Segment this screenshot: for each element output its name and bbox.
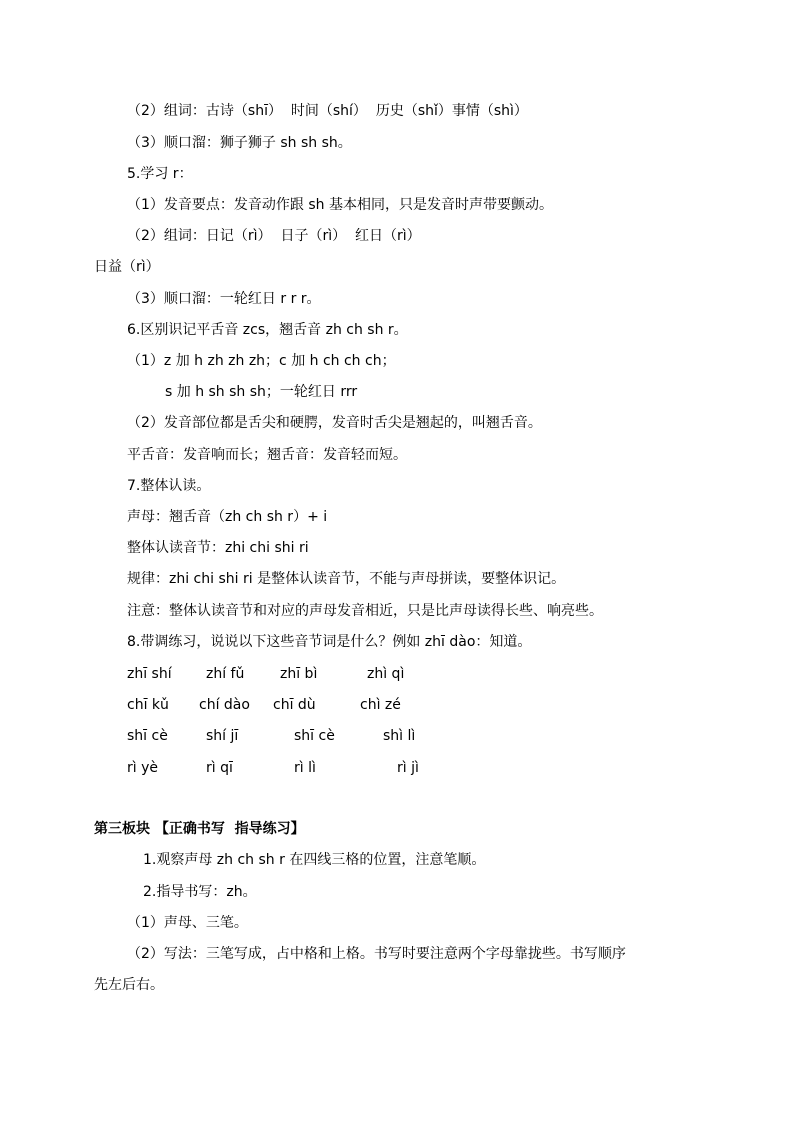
- attention-note: 注意：整体认读音节和对应的声母发音相近，只是比声母读得长些、响亮些。: [127, 603, 603, 619]
- writing-method-continued: 先左后右。: [94, 977, 164, 993]
- pinyin-item: chí dào: [199, 697, 250, 713]
- pinyin-item: rì yè: [127, 760, 158, 776]
- pinyin-item: chì zé: [360, 697, 401, 713]
- flat-vs-retroflex: 平舌音：发音响而长；翘舌音：发音轻而短。: [127, 447, 407, 463]
- pinyin-item: shī cè: [294, 728, 335, 744]
- section-learn-r: 5.学习 r：: [127, 166, 193, 182]
- pinyin-item: zhī bì: [280, 666, 318, 682]
- observe-initials: 1.观察声母 zh ch sh r 在四线三格的位置，注意笔顺。: [143, 852, 486, 868]
- combine-rule-2: s 加 h sh sh sh；一轮红日 rrr: [165, 384, 358, 400]
- section-whole-reading: 7.整体认读。: [127, 478, 211, 494]
- section-tone-practice: 8.带调练习，说说以下这些音节词是什么？例如 zhī dào：知道。: [127, 634, 532, 650]
- pinyin-item: rì qī: [206, 760, 233, 776]
- rule-note: 规律：zhi chi shi ri 是整体认读音节，不能与声母拼读，要整体识记。: [127, 571, 566, 587]
- pronunciation-r: （1）发音要点：发音动作跟 sh 基本相同，只是发音时声带要颤动。: [127, 197, 553, 213]
- whole-syllables: 整体认读音节：zhi chi shi ri: [127, 540, 309, 556]
- section3-heading: 第三板块 【正确书写 指导练习】: [94, 821, 305, 837]
- pinyin-item: zhí fǔ: [206, 666, 245, 682]
- pinyin-item: shī cè: [127, 728, 168, 744]
- initials-formula: 声母：翘舌音（zh ch sh r）+ i: [127, 509, 328, 525]
- pinyin-item: shì lì: [383, 728, 416, 744]
- pinyin-item: zhì qì: [367, 666, 405, 682]
- combine-rule-1: （1）z 加 h zh zh zh；c 加 h ch ch ch；: [127, 353, 396, 369]
- section-distinguish: 6.区别识记平舌音 zcs，翘舌音 zh ch sh r。: [127, 322, 408, 338]
- articulation-note: （2）发音部位都是舌尖和硬腭，发音时舌尖是翘起的，叫翘舌音。: [127, 415, 542, 431]
- pinyin-item: rì jì: [397, 760, 419, 776]
- pinyin-item: chī dù: [273, 697, 316, 713]
- writing-guide-zh: 2.指导书写：zh。: [143, 884, 257, 900]
- word-group-r: （2）组词：日记（rì） 日子（rì） 红日（rì）: [127, 228, 421, 244]
- pinyin-item: shí jī: [206, 728, 239, 744]
- pinyin-item: rì lì: [294, 760, 316, 776]
- word-group-r-continued: 日益（rì）: [94, 259, 160, 275]
- strokes-note: （1）声母、三笔。: [127, 915, 248, 931]
- rhyme-sh: （3）顺口溜：狮子狮子 sh sh sh。: [127, 135, 352, 151]
- pinyin-item: zhī shí: [127, 666, 172, 682]
- pinyin-item: chī kǔ: [127, 697, 169, 713]
- writing-method: （2）写法：三笔写成，占中格和上格。书写时要注意两个字母靠拢些。书写顺序: [127, 946, 626, 962]
- word-group-sh: （2）组词：古诗（shī） 时间（shí） 历史（shǐ）事情（shì）: [127, 103, 528, 119]
- rhyme-r: （3）顺口溜：一轮红日 r r r。: [127, 291, 321, 307]
